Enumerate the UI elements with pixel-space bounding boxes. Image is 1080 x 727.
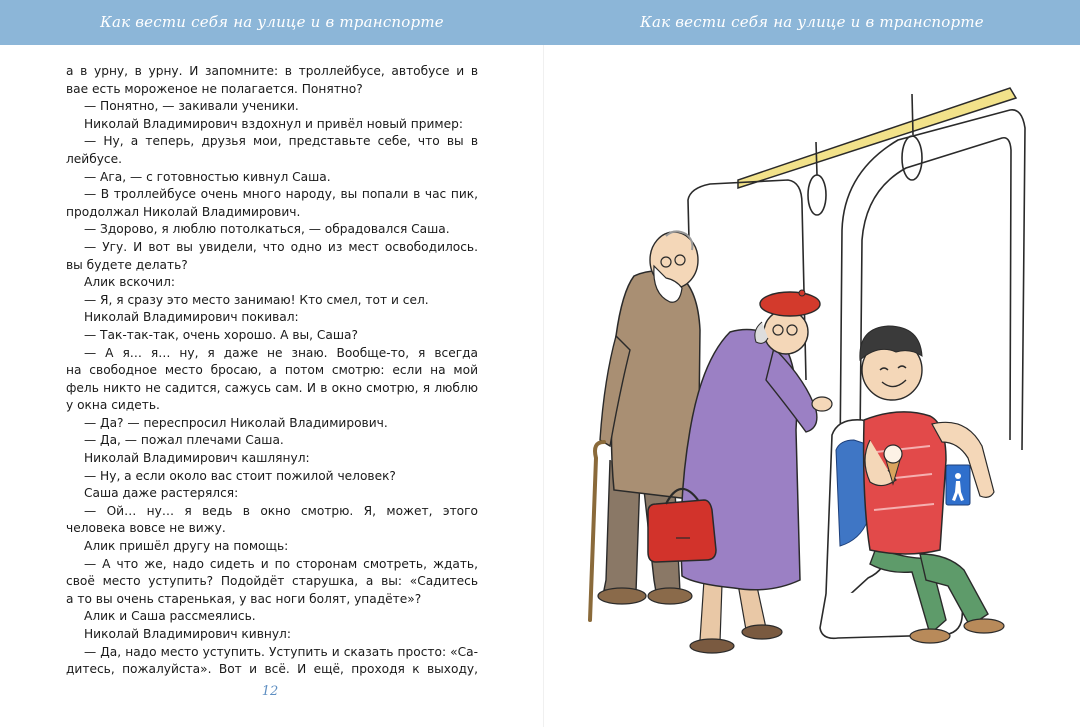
text-line: лейбусе. <box>66 151 123 166</box>
text-line: фель никто не садится, сажусь сам. И в окно смотрю, я люблю <box>66 380 478 395</box>
text-line: Саша даже растерялся: <box>84 486 239 501</box>
text-line: Николай Владимирович вздохнул и привёл новый пример: <box>84 116 463 131</box>
text-line: а то вы очень старенькая, у вас ноги болят, упадёте»? <box>66 591 422 606</box>
text-line: — Я, я сразу это место занимаю! Кто смел, тот и сел. <box>84 292 429 307</box>
text-line: Николай Владимирович покивал: <box>84 310 299 325</box>
text-line: Алик и Саша рассмеялись. <box>84 609 256 624</box>
text-line: вы будете делать? <box>66 257 188 272</box>
text-line: — Ну, а если около вас стоит пожилой человек? <box>84 468 396 483</box>
handrail-pole <box>738 88 1016 188</box>
left-page-header <box>0 0 544 45</box>
text-line: — Да? — переспросил Николай Владимирович. <box>84 415 388 430</box>
text-line: — В троллейбусе очень много народу, вы попали в час пик, <box>84 187 478 202</box>
left-page-text <box>66 63 478 679</box>
text-line: — А что же, надо сидеть и по сторонам смотреть, ждать, <box>84 556 478 571</box>
text-line: своё место уступить? Подойдёт старушка, а вы: «Садитесь <box>66 574 478 589</box>
text-line: — А я… я… ну, я даже не знаю. Вообще-то, я всегда <box>84 345 478 360</box>
text-line: — Ой… ну… я ведь в окно смотрю. Я, может, этого <box>84 503 478 518</box>
page-gutter <box>543 45 544 727</box>
text-line: — Здорово, я люблю потолкаться, — обрадовался Саша. <box>84 222 450 237</box>
text-line: дитесь, пожалуйста». Вот и всё. И ещё, проходя к выходу, <box>66 662 478 677</box>
accessibility-sign-icon <box>946 465 970 505</box>
text-line: Николай Владимирович кашлянул: <box>84 451 310 466</box>
bus-scene-illustration <box>570 80 1040 700</box>
text-line: — Угу. И вот вы увидели, что одно из мест освободилось. <box>84 239 478 254</box>
text-line: Николай Владимирович кивнул: <box>84 627 291 641</box>
text-line: — Ага, — с готовностью кивнул Саша. <box>84 169 331 184</box>
text-line: на свободное место бросаю, а потом смотрю: если на мой <box>66 363 478 378</box>
right-page-header <box>544 0 1080 45</box>
text-line: вае есть мороженое не полагается. Понятно? <box>66 81 363 96</box>
text-line: — Так-так-так, очень хорошо. А вы, Саша? <box>84 327 358 342</box>
left-header-title: Как вести себя на улице и в транспорте <box>100 13 444 31</box>
text-line: Алик пришёл другу на помощь: <box>84 539 289 554</box>
text-line: — Понятно, — закивали ученики. <box>84 99 299 114</box>
right-header-title: Как вести себя на улице и в транспорте <box>640 13 984 31</box>
text-line: — Да, надо место уступить. Уступить и сказать просто: «Са- <box>84 644 478 659</box>
text-line: продолжал Николай Владимирович. <box>66 204 301 219</box>
text-line: а в урну, в урну. И запомните: в троллейбусе, автобусе и в <box>66 64 478 78</box>
page-number: 12 <box>261 684 279 699</box>
text-line: у окна сидеть. <box>66 398 160 413</box>
text-line: — Ну, а теперь, друзья мои, представьте себе, что вы в <box>84 134 478 149</box>
text-line: Алик вскочил: <box>84 275 176 290</box>
text-line: — Да, — пожал плечами Саша. <box>84 433 284 448</box>
text-line: человека вовсе не вижу. <box>66 521 226 536</box>
